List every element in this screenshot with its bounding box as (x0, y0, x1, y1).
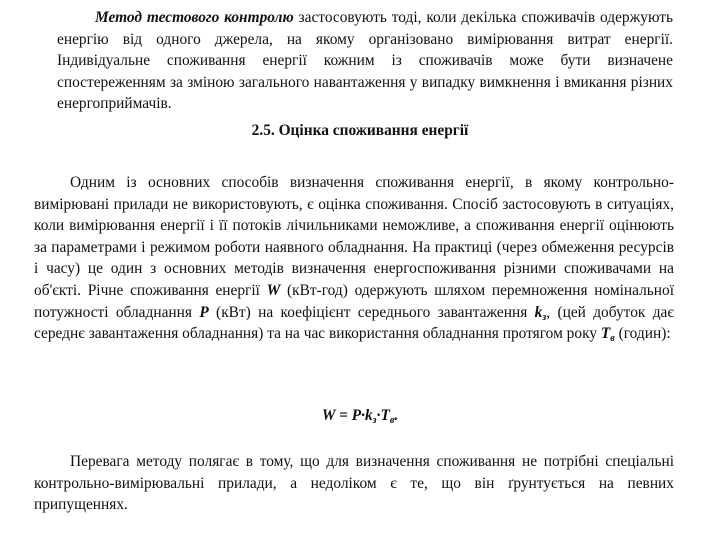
term-test-control-method: Метод тестового контролю (95, 9, 294, 26)
paragraph-text-d: ( (208, 303, 222, 321)
variable-k-subscript: з (542, 311, 547, 323)
paragraph-text-g: (годин): (614, 325, 671, 343)
formula-dot-1: · (361, 407, 365, 424)
formula-end: . (394, 407, 399, 424)
variable-t (600, 325, 615, 345)
paragraph-text-b: ( (280, 281, 293, 299)
variable-w: W (266, 281, 281, 299)
section-heading: 2.5. Оцінка споживання енергії (251, 122, 469, 139)
paragraph-consumption-estimate (34, 172, 674, 345)
paragraph-advantage (34, 451, 674, 516)
paragraph-text: Перевага методу полягає в тому, що для визначення споживання не потрібні спеціальні контрольно-вимірювальні прилади, а недоліком є те, що він ґрунтується на певних припущеннях. (34, 453, 674, 514)
paragraph-text: застосовують тоді, коли декілька споживачів одержують енергію від одного джерела, на якому організовано вимірювання витрат енергії. Індивідуальне споживання енергії кожним із споживачів може бути визначене спостереженням за зміною загального навантаження у випадку вимкнення і вмикання різних енергоприймачів. (57, 9, 673, 113)
formula-t-subscript: в (389, 415, 395, 426)
formula-dot-2: · (376, 407, 381, 424)
formula-k: k (364, 407, 373, 424)
paragraph-text-f: , (цей добуток дає середнє завантаження обладнання) та на час використання обладнання протягом року (34, 303, 674, 343)
variable-t-subscript: в (610, 333, 615, 345)
variable-t-symbol: T (600, 325, 611, 343)
paragraph-text-c: ) одержують шляхом перемноження номінальної потужності обладнання (34, 281, 674, 321)
paragraph-test-control-method (57, 7, 673, 115)
variable-p: P (199, 303, 209, 321)
formula-lhs: W = P (321, 407, 362, 424)
formula-k-subscript: з (372, 415, 377, 426)
variable-k-symbol: k (534, 303, 543, 321)
energy-formula (0, 407, 720, 425)
formula-t: T (380, 407, 390, 424)
variable-k (535, 304, 547, 321)
paragraph-text-e: ) на коефіцієнт середнього завантаження (245, 303, 535, 321)
paragraph-text-a: Одним із основних способів визначення споживання енергії, в якому контрольно-вимірювані прилади не використовують, є оцінка споживання. Спосіб застосовують в ситуаціях, коли вимірювання енергії і її потоків лічильниками неможливе, а споживання енергії оцінюють за параметрами і режимом роботи наявного обладнання. На практиці (через обмеження ресурсів і часу) це один з основних методів визначення енергоспоживання різними споживачами на об'єкті. Річне споживання енергії (34, 174, 674, 299)
unit-kw: кВт (221, 303, 246, 321)
unit-kwh: кВт-год (292, 281, 343, 299)
